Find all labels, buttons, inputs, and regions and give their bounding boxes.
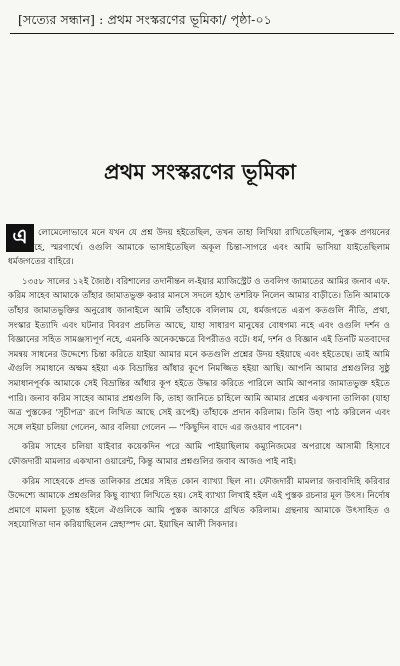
paragraph-3: করিম সাহেব চলিয়া যাইবার কয়েকদিন পরে আমি পাইয়াছিলাম কম্যুনিজমের অপরাধে আসামী হিসাবে ফৌজদারী মামলার একখানা ওয়ারেন্ট, কিন্তু আমার প্রশ্নগুলির জবাব আজও পাই নাই। — [8, 442, 390, 467]
paragraph-1: লোমেলোভাবে মনে যখন যে প্রশ্ন উদয় হইতেছিল, তখন তাহা লিখিয়া রাখিতেছিলাম, পুস্তক প্রণয়নের জন্য নহে, স্মরণার্থে। ওগুলি আমাকে ভাসাইতেছিল অকূল চিন্তা-সাগরে এবং আমি ভাসিয়া যাইতেছিলাম ধর্মজগতের বাহিরে। — [8, 228, 390, 268]
paragraph-2: ১৩৫৮ সালের ১২ই জ্যৈষ্ঠ। বরিশালের তদানীন্তন ল-ইয়ার ম্যাজিস্ট্রেট ও তবলিগ জামাতের আমির জনাব এফ. করিম সাহেব আমাকে তাঁহার জামাতভুক্ত করার মানসে সদলে হঠাৎ তশরিফ নিলেন আমার বাড়ীতে। তিনি আমাকে তাঁহার জামাতভুক্তির অনুরোধ জানাইলে আমি তাঁহাকে বলিলাম যে, ধর্মজগতে এরূপ কতগুলি নীতি, প্রথা, সংস্কার ইত্যাদি এবং ঘটনার বিবরণ প্রচলিত আছে, যাহা সাধারণ মানুষের বোধগম্য নহে এবং ওগুলি দর্শন ও বিজ্ঞানের সহিত সামঞ্জস্যপূর্ণ নহে, এমনকি অনেকক্ষেত্রে বিপরীতও বটে। ধর্ম, দর্শন ও বিজ্ঞান এই তিনটি মতবাদের সমন্বয় সাধনের উদ্দেশ্যে চিন্তা করিতে যাইয়া আমার মনে কতগুলি প্রশ্নের উদয় হইয়াছে এবং হইতেছে। তাই আমি ঐগুলি সমাধানে অক্ষম হইয়া এক বিভ্রান্তির আঁধার কূপে নিমজ্জিত হইয়া আছি। আপনি আমার প্রশ্নগুলির সুষ্ঠু সমাধানপূর্বক আমাকে সেই বিভ্রান্তির আঁধার কূপ হইতে উদ্ধার করিতে পারিলে আমি আপনার জামাতভুক্ত হইতে পারি। জনাব করিম সাহেব আমার প্রশ্নগুলি কি, তাহা জানিতে চাহিলে আমি আমার প্রশ্নের একখানা তালিকা (যাহা অত্র পুস্তকের 'সূচীপত্র' রূপে লিখিত আছে সেই রূপেই) তাঁহাকে প্রদান করিলাম। তিনি উহা পাঠ করিলেন এবং সঙ্গে লইয়া চলিয়া গেলেন, আর বলিয়া গেলেন — "কিছুদিন বাদে এর জওয়াব পাবেন"। — [8, 276, 390, 433]
chapter-title: প্রথম সংস্করণের ভূমিকা — [104, 159, 296, 184]
paragraph-4: করিম সাহেবকে প্রদত্ত তালিকার প্রশ্নের সহিত কোন ব্যাখ্যা ছিল না। ফৌজদারী মামলার জবাবদিহি করিবার উদ্দেশ্যে আমাকে প্রশ্নগুলির কিছু ব্যাখ্যা লিখিতে হয়। সেই ব্যাখ্যা লিখাই হইল এই পুস্তক রচনার মূল উৎস। নির্দোষ প্রমাণে মামলা চূড়ান্ত হইলে ঐগুলিকে আমি পুস্তক আকারে গ্রথিত করিলাম। গ্রন্থনায় আমাকে উৎসাহিত ও সহযোগিতা দান করিয়াছিলেন স্নেহাস্পদ মো. ইয়াছিন আলী সিকদার। — [8, 476, 390, 531]
body-text — [8, 226, 390, 533]
header-divider — [10, 33, 394, 34]
running-header: [সত্যের সন্ধান] : প্রথম সংস্করণের ভূমিকা/ পৃষ্ঠা-০১ — [18, 12, 272, 27]
drop-cap-letter: এ — [6, 224, 34, 252]
